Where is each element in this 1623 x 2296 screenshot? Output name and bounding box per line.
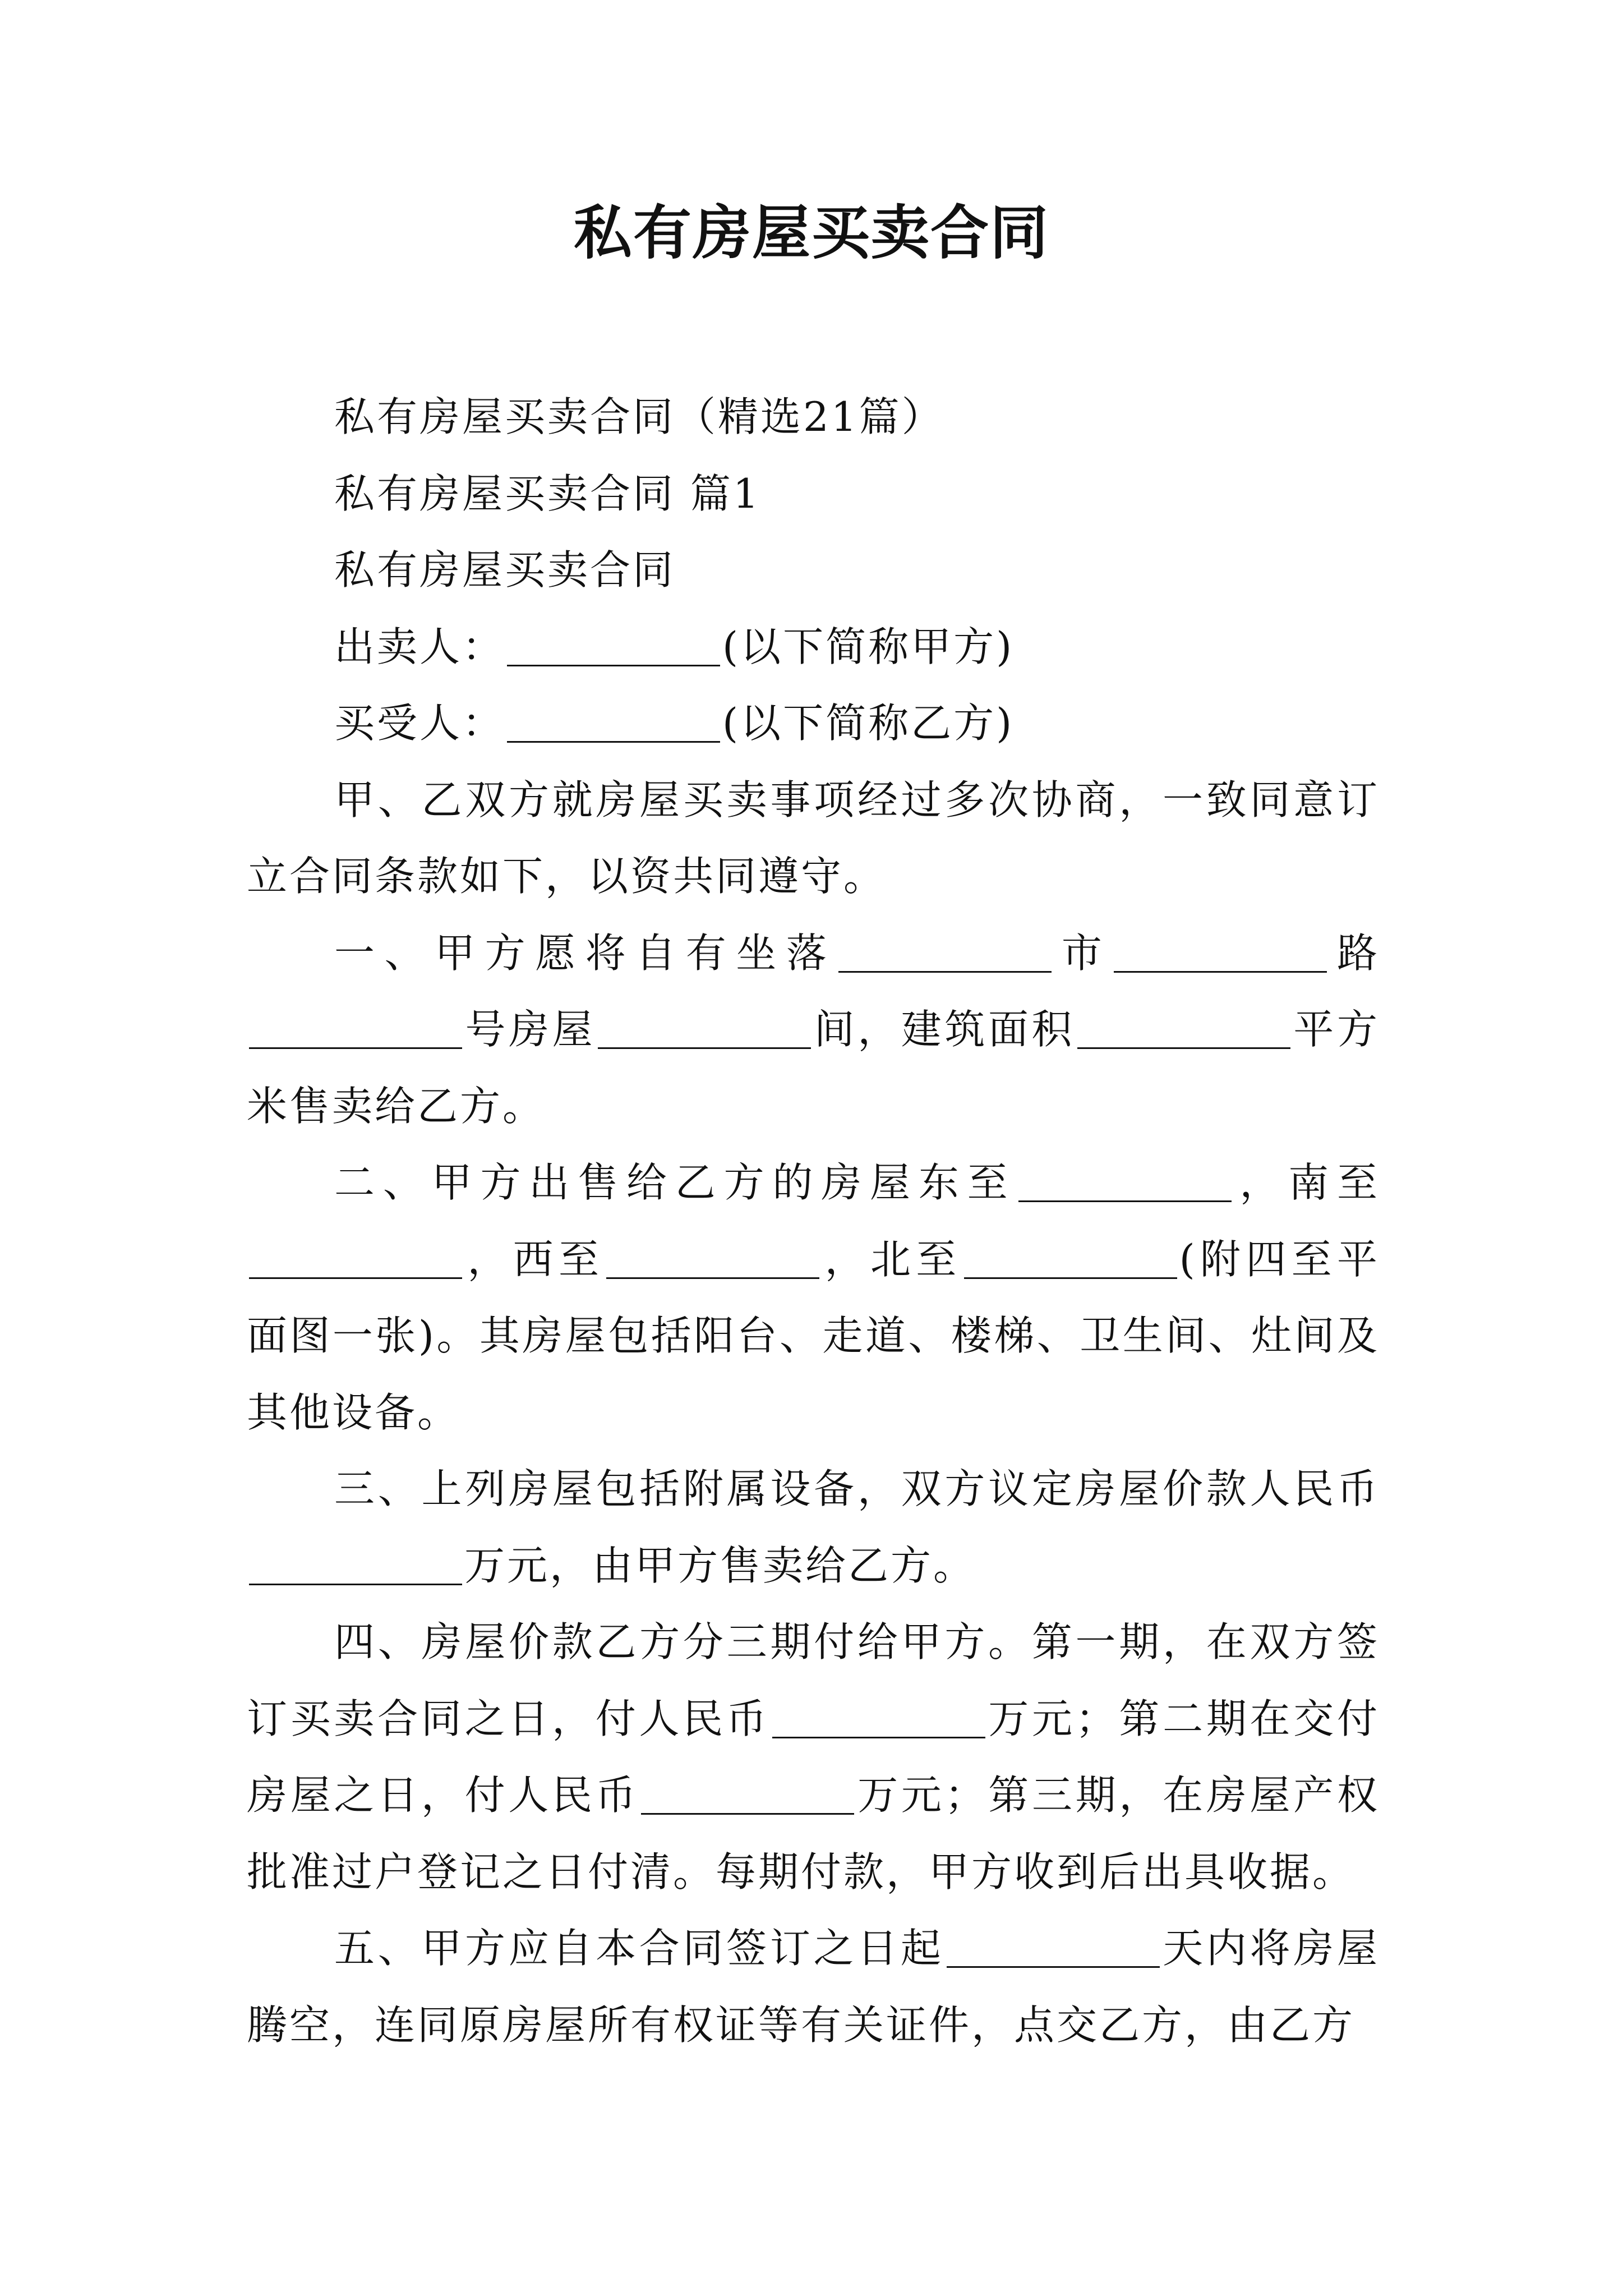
paragraph-clause-5: 五、甲方应自本合同签订之日起 天内将房屋腾空，连同原房屋所有权证等有关证件，点交乙方，由乙方 [247, 1925, 1380, 2049]
room-count-blank [598, 1007, 811, 1049]
paragraph-clause-3: 三、上列房屋包括附属设备，双方议定房屋价款人民币万元，由甲方售卖给乙方。 [247, 1451, 1380, 1604]
seller-name-blank [507, 624, 720, 666]
paragraph-clause-2: 二、甲方出售给乙方的房屋东至 ，南至，西至 ，北至 (附四至平面图一张)。其房屋包括阳台、走道、楼梯、卫生间、灶间及其他设备。 [247, 1159, 1380, 1436]
paragraph-chapter-heading: 私有房屋买卖合同 篇1 [334, 470, 761, 517]
paragraph-clause-1: 一、甲方愿将自有坐落 市 路号房屋 间，建筑面积 平方米售卖给乙方。 [247, 929, 1380, 1130]
area-blank [1077, 1007, 1290, 1049]
north-boundary-blank [964, 1237, 1177, 1279]
road-blank [1114, 931, 1327, 973]
house-number-blank [249, 1007, 462, 1049]
paragraph-clause-4: 四、房屋价款乙方分三期付给甲方。第一期，在双方签订买卖合同之日，付人民币 万元；第二期在交付房屋之日，付人民币 万元；第三期，在房屋产权批准过户登记之日付清。每期付款，甲方收到后出具收据。 [247, 1618, 1380, 1895]
paragraph-contract-name: 私有房屋买卖合同 [334, 546, 676, 593]
first-payment-blank [772, 1696, 985, 1738]
price-blank [249, 1543, 462, 1585]
buyer-name-blank [507, 701, 720, 743]
paragraph-preamble: 甲、乙双方就房屋买卖事项经过多次协商，一致同意订立合同条款如下，以资共同遵守。 [247, 776, 1380, 900]
second-payment-blank [641, 1773, 854, 1815]
paragraph-buyer: 买受人： (以下简称乙方) [334, 700, 1015, 747]
south-boundary-blank [249, 1237, 462, 1279]
paragraph-seller: 出卖人： (以下简称甲方) [334, 623, 1015, 670]
paragraph-subtitle: 私有房屋买卖合同（精选21篇） [334, 393, 944, 440]
west-boundary-blank [606, 1237, 819, 1279]
document-title: 私有房屋买卖合同 [573, 198, 1049, 267]
city-blank [838, 931, 1052, 973]
east-boundary-blank [1018, 1160, 1232, 1202]
document-body [247, 379, 1380, 2063]
days-blank [947, 1926, 1160, 1968]
